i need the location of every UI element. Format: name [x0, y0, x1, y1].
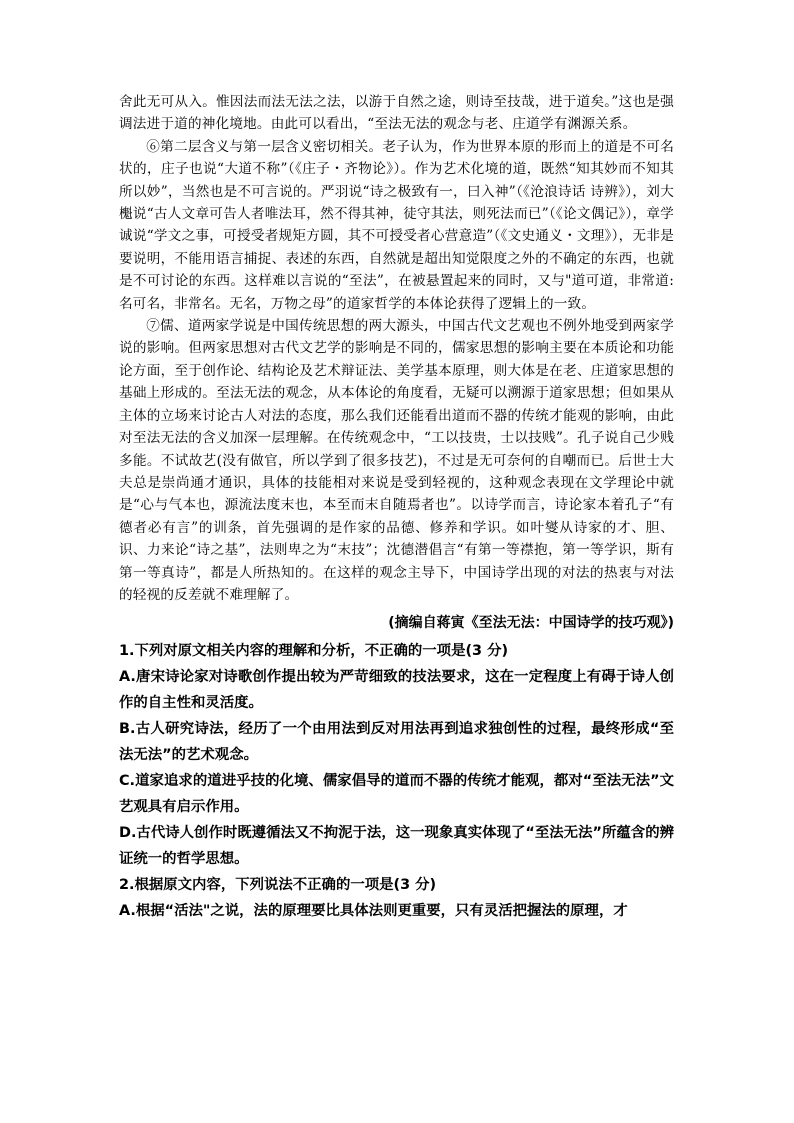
question-1-option-b: B.古人研究诗法，经历了一个由用法到反对用法再到追求独创性的过程，最终形成“至法无法”的艺术观念。 — [119, 721, 674, 764]
question-1-option-c: C.道家追求的道进乎技的化境、儒家倡导的道而不器的传统才能观，都对“至法无法”文艺观具有启示作用。 — [119, 773, 674, 816]
passage-paragraph-7: ⑦儒、道两家学说是中国传统思想的两大源头，中国古代文艺观也不例外地受到两家学说的影响。但两家思想对古代文艺学的影响是不同的，儒家思想的影响主要在本质论和功能论方面，至于创作论、结构论及艺术辩证法、美学基本原理，则大体是在老、庄道家思想的基础上形成的。至法无法的观念，从本体论的角度看，无疑可以溯源于道家思想；但如果从主体的立场来讨论古人对法的态度，那么我们还能看出道而不器的传统才能观的影响，由此对至法无法的含义加深一层理解。在传统观念中，“工以技贵，士以技贱”。孔子说自己少贱多能。不试故艺(没有做官，所以学到了很多技艺)，不过是无可奈何的自嘲而已。后世士大夫总是崇尚通才通识，具体的技能相对来说是受到轻视的，这种观念表现在文学理论中就是“心与气本也，源流法度末也，本至而末自随焉者也”。以诗学而言，诗论家本着孔子“有德者必有言”的训条，首先强调的是作家的品德、修养和学识。如叶燮从诗家的才、胆、识、力来论“诗之基”，法则卑之为“末技”；沈德潜倡言“有第一等襟抱，第一等学识，斯有第一等真诗”，都是人所热知的。在这样的观念主导下，中国诗学出现的对法的热衷与对法的轻视的反差就不难理解了。 — [119, 318, 674, 603]
source-citation: (摘编自蒋寅《至法无法：中国诗学的技巧观》) — [388, 615, 674, 632]
questions-section — [119, 638, 674, 924]
question-1-option-a: A.唐宋诗论家对诗歌创作提出较为严苛细致的技法要求，这在一定程度上有碍于诗人创作的自主性和灵活度。 — [119, 669, 674, 712]
passage-paragraph-6: ⑥第二层含义与第一层含义密切相关。老子认为，作为世界本原的形而上的道是不可名状的，庄子也说“大道不称”（《庄子・齐物论》）。作为艺术化境的道，既然“知其妙而不知其所以妙”，当然也是不可言说的。严羽说“诗之极致有一，曰入神”（《沧浪诗话 诗辨》），刘大櫆说“古人文章可告人者唯法耳，然不得其神，徒守其法，则死法而已”（《论文偶记》），章学诚说“学文之事，可授受者规矩方圆，其不可授受者心营意造”（《文史通义・文理》），无非是要说明，不能用语言捕捉、表述的东西，自然就是超出知觉限度之外的不确定的东西，也就是不可讨论的东西。这样难以言说的“至法”，在被悬置起来的同时，又与"道可道，非常道:名可名，非常名。无名，万物之母”的道家哲学的本体论获得了逻辑上的一致。 — [119, 138, 674, 312]
question-2-stem: 2.根据原文内容，下列说法不正确的一项是(3 分) — [119, 877, 437, 894]
exam-page — [119, 91, 674, 924]
question-2-option-a: A.根据“活法"之说，法的原理要比具体法则更重要，只有灵活把握法的原理，才 — [119, 903, 628, 920]
question-1-option-d: D.古代诗人创作时既遵循法又不拘泥于法，这一现象真实体现了“至法无法”所蕴含的辨证统一的哲学思想。 — [119, 825, 674, 868]
question-1-stem: 1.下列对原文相关内容的理解和分析，不正确的一项是(3 分) — [119, 643, 509, 660]
reading-passage — [119, 91, 674, 606]
passage-paragraph-continued: 舍此无可从入。惟因法而法无法之法，以游于自然之途，则诗至技哉，进于道矣。”这也是强调法进于道的神化境地。由此可以看出，“至法无法的观念与老、庄道学有渊源关系。 — [119, 94, 674, 133]
